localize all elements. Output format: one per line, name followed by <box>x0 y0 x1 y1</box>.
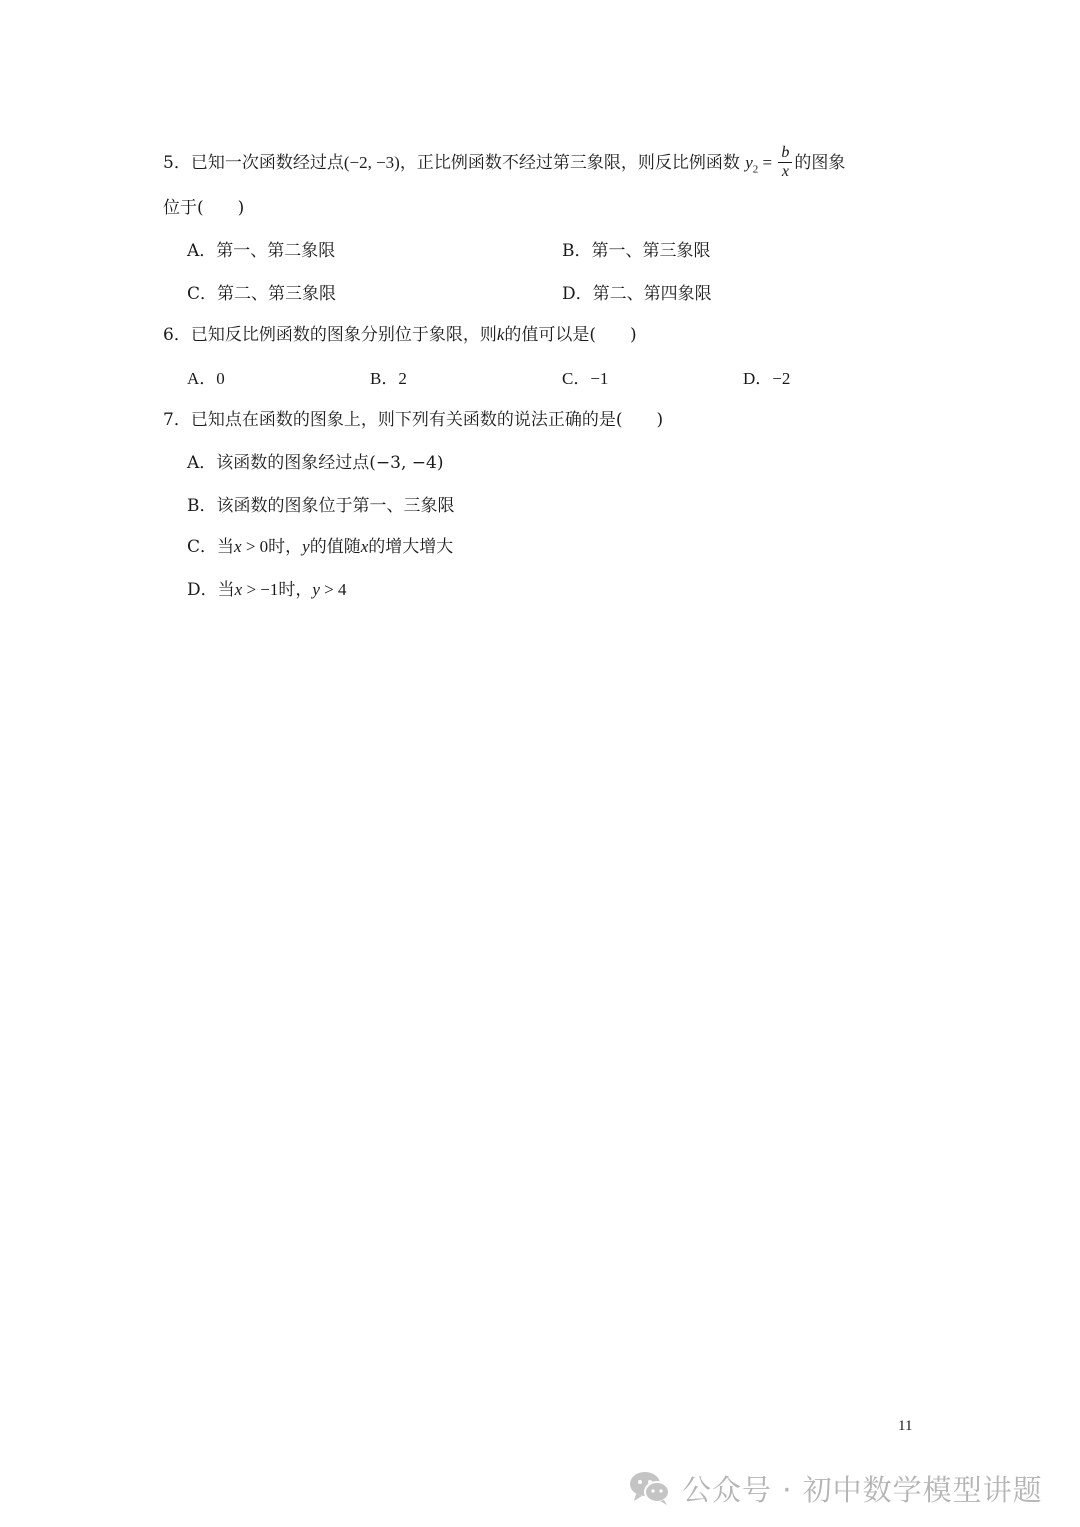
q6-prefix: 6．已知反比例函数的图象分别位于象限，则 <box>163 325 497 345</box>
q7-c-text-3: 的值随 <box>309 537 361 557</box>
q7-c-text-1: C．当 <box>187 537 235 557</box>
q7-d-text-3: > 4 <box>319 580 347 599</box>
q5-fraction-denominator: x <box>781 163 789 180</box>
q5-fraction-numerator: b <box>781 144 790 161</box>
q6-suffix: 的值可以是( ) <box>504 325 637 345</box>
q7-option-c <box>187 536 453 558</box>
question-5-line-2: 位于( ) <box>163 198 245 218</box>
q7-d-var-x: x <box>234 580 243 599</box>
q5-option-b: B．第一、第三象限 <box>562 241 711 261</box>
question-6-stem <box>163 324 637 346</box>
q5-option-c: C．第二、第三象限 <box>187 284 337 304</box>
wechat-icon <box>628 1470 672 1506</box>
question-7-stem: 7．已知点在函数的图象上，则下列有关函数的说法正确的是( ) <box>163 410 664 430</box>
q5-mid: ，正比例函数不经过第三象限，则反比例函数 <box>399 153 740 173</box>
q7-d-text-1: D．当 <box>187 580 235 600</box>
q5-prefix: 5．已知一次函数经过点 <box>163 153 344 173</box>
q5-formula-y: y <box>745 153 753 172</box>
watermark-text: 公众号 · 初中数学模型讲题 <box>682 1472 1043 1507</box>
q6-var-k: k <box>496 325 505 344</box>
question-5-line-1 <box>163 145 845 182</box>
q5-option-a: A．第一、第二象限 <box>187 241 336 261</box>
q7-c-text-2: > 0时， <box>241 537 303 556</box>
q5-formula-sub: 2 <box>752 163 759 176</box>
q5-formula-eq: = <box>758 153 777 172</box>
q7-c-var-x: x <box>234 537 242 556</box>
watermark <box>628 1468 1043 1508</box>
q7-c-text-4: 的增大增大 <box>368 537 454 557</box>
q5-suffix: 的图象 <box>794 153 846 173</box>
q7-d-var-y: y <box>312 580 320 599</box>
q5-option-d: D．第二、第四象限 <box>562 284 712 304</box>
q5-point: (−2, −3) <box>343 153 400 172</box>
q5-fraction <box>778 144 792 181</box>
q6-option-d: D．−2 <box>743 369 791 388</box>
q6-option-a: A．0 <box>187 369 225 388</box>
q7-c-var-y: y <box>302 537 310 556</box>
q6-option-b: B．2 <box>370 369 407 388</box>
q6-option-c: C．−1 <box>562 369 609 388</box>
q7-c-var-x2: x <box>360 537 369 556</box>
q7-option-b: B．该函数的图象位于第一、三象限 <box>187 496 455 516</box>
q7-option-d <box>187 579 347 601</box>
q7-option-a: A．该函数的图象经过点(−3, −4) <box>187 453 444 473</box>
q7-d-text-2: > −1时， <box>242 580 313 599</box>
page-number: 11 <box>898 1418 913 1434</box>
